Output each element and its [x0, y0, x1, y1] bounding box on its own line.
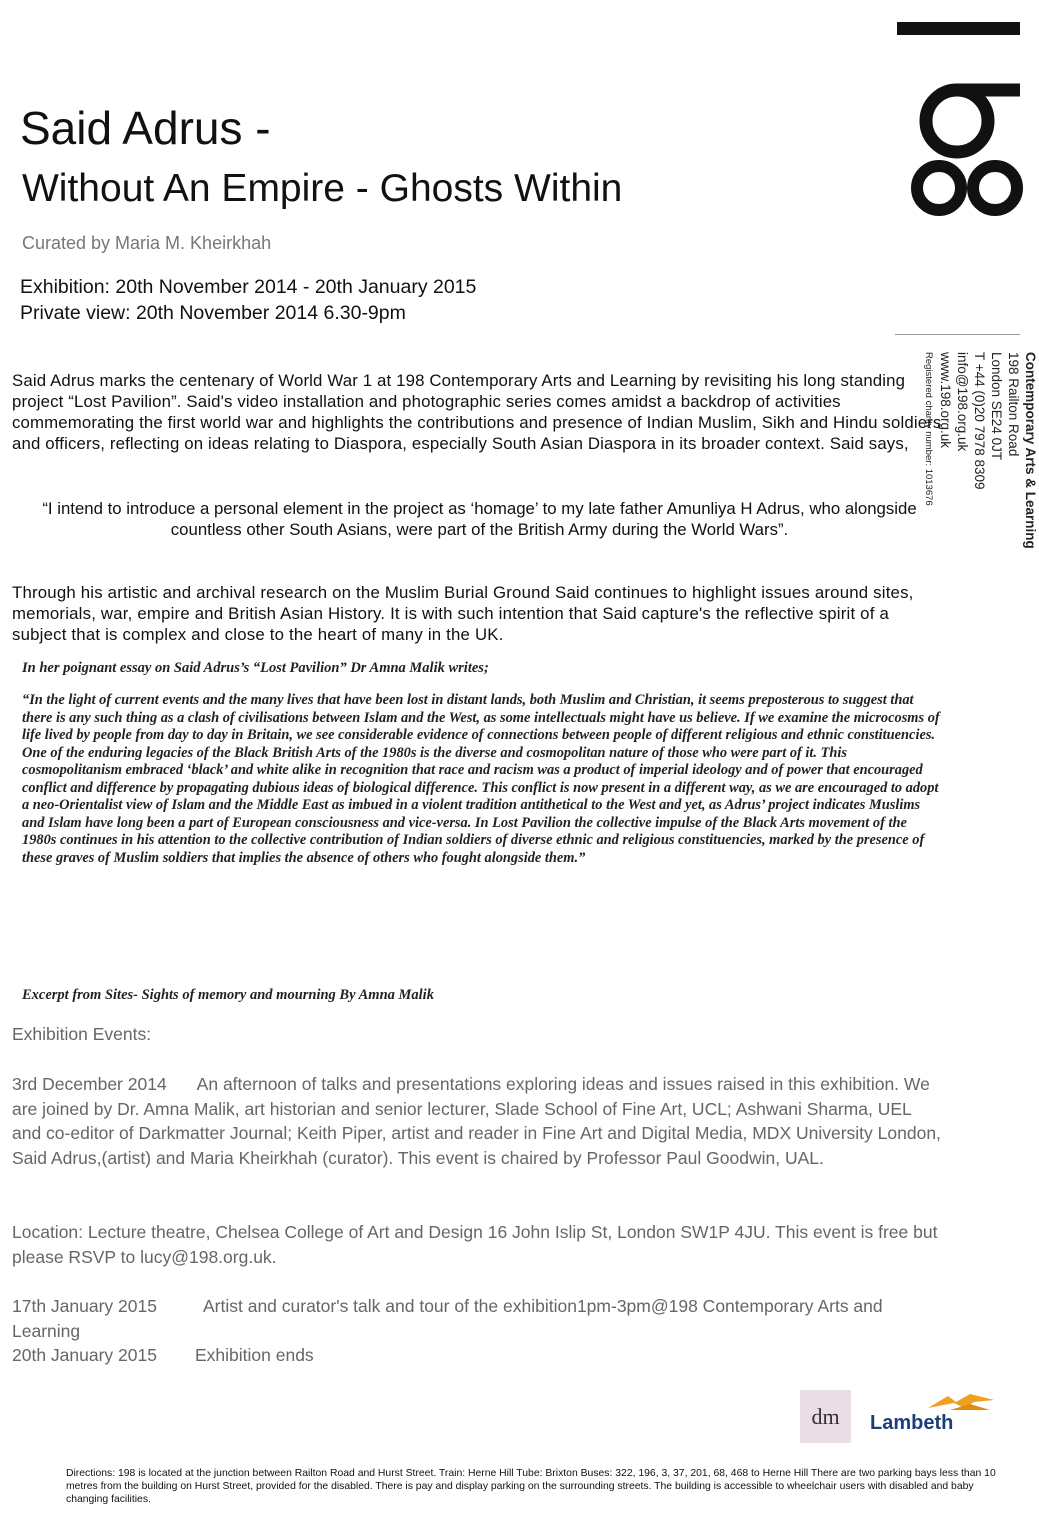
- excerpt-credit: Excerpt from Sites- Sights of memory and mourning By Amna Malik: [22, 987, 434, 1003]
- events-heading: Exhibition Events:: [12, 1024, 152, 1044]
- lambeth-emblem-icon: [866, 1392, 998, 1414]
- event-1: [12, 1072, 942, 1170]
- directions: Directions: 198 is located at the junction between Railton Road and Hurst Street. Train: Herne Hill Tube: Brixton Buses: 322, 196, 3, 37, 201, 68, 468 to Herne Hill There are two parking bays less than 10 metres from the building on Hurst Street, provided for the disabled. There is pay and display parking on the surrounding streets. The building is accessible to wheelchair users with disabled and baby changing facilities.: [66, 1468, 996, 1505]
- event-3: [12, 1343, 942, 1368]
- event-1-text: An afternoon of talks and presentations exploring ideas and issues raised in this exhibition. We are joined by Dr. Amna Malik, art historian and senior lecturer, Slade School of Fine Art, UCL; Ashwani Sharma, UEL and co-editor of Darkmatter Journal; Keith Piper, artist and reader in Fine Art and Digital Media, MDX University London, Said Adrus,(artist) and Maria Kheirkhah (curator). This event is chaired by Professor Paul Goodwin, UAL.: [12, 1074, 941, 1168]
- event-3-date: 20th January 2015: [12, 1345, 157, 1365]
- org-email[interactable]: info@198.org.uk: [955, 352, 970, 452]
- event-2-text: Artist and curator's talk and tour of the exhibition1pm-3pm@198 Contemporary Arts and Learning: [12, 1296, 883, 1341]
- event-location: Location: Lecture theatre, Chelsea College of Art and Design 16 John Islip St, London SW1P 4JU. This event is free but please RSVP to lucy@198.org.uk.: [12, 1222, 938, 1267]
- page-subtitle: Without An Empire - Ghosts Within: [22, 167, 623, 210]
- org-website[interactable]: www.198.org.uk: [938, 352, 953, 449]
- curator-line: Curated by Maria M. Kheirkhah: [22, 233, 272, 253]
- essay-intro: In her poignant essay on Said Adrus’s “Lost Pavilion” Dr Amna Malik writes;: [22, 660, 489, 676]
- org-address-1: 198 Railton Road: [1006, 352, 1021, 457]
- event-1-date: 3rd December 2014: [12, 1074, 167, 1094]
- private-view: Private view: 20th November 2014 6.30-9pm: [20, 302, 406, 324]
- dm-logo-text: dm: [811, 1404, 840, 1429]
- event-2: [12, 1294, 942, 1343]
- 198-logo: [895, 18, 1020, 218]
- lambeth-logo: [866, 1392, 998, 1444]
- exhibition-dates: Exhibition: 20th November 2014 - 20th January 2015: [20, 276, 477, 298]
- research-paragraph: Through his artistic and archival research on the Muslim Burial Ground Said continues to highlight issues around sites, memorials, war, empire and British Asian History. It is with such intention that Said capture's the reflective spirit of a subject that is complex and close to the heart of many in the UK.: [12, 583, 914, 644]
- dm-logo: [800, 1390, 851, 1443]
- org-address-2: London SE24 0JT: [989, 352, 1004, 461]
- lambeth-text: Lambeth: [870, 1412, 954, 1434]
- event-2-date: 17th January 2015: [12, 1296, 157, 1316]
- org-name: Contemporary Arts & Learning: [1023, 352, 1038, 549]
- intro-paragraph: Said Adrus marks the centenary of World War 1 at 198 Contemporary Arts and Learning by revisiting his long standing project “Lost Pavilion”. Said's video installation and photographic series comes amidst a backdrop of activities commemorating the first world war and highlights the contributions and presence of Indian Muslim, Sikh and Hindu soldiers and officers, reflecting on ideas relating to Diaspora, especially South Asian Diaspora in its broader context. Said says,: [12, 371, 942, 453]
- org-phone: T +44 (0)20 7978 8309: [972, 352, 987, 490]
- org-registered: Registered charity number: 1013676: [923, 352, 934, 506]
- logo-divider: [895, 334, 1020, 335]
- event-3-text: Exhibition ends: [194, 1345, 314, 1365]
- page-title: Said Adrus -: [20, 102, 271, 154]
- artist-quote: “I intend to introduce a personal element in the project as ‘homage’ to my late father Amunliya H Adrus, who alongside countless other South Asians, were part of the British Army during the World Wars”.: [42, 499, 917, 539]
- essay-quote: “In the light of current events and the many lives that have been lost in distant lands, both Muslim and Christian, it seems preposterous to suggest that there is any such thing as a clash of civilisations between Islam and the West, as some intellectuals might have us believe. If we examine the microcosms of life lived by people from day to day in Britain, we see considerable evidence of connections between people of different religious and ethnic constituencies. One of the enduring legacies of the Black British Arts of the 1980s is the diverse and cosmopolitan nature of those who were part of it. This cosmopolitanism embraced ‘black’ and white alike in recognition that race and racism was a product of imperial ideology and of power that encouraged conflict and difference by propagating dubious ideas of biological difference. This conflict is now present in a different way, as we are encouraged to adopt a neo-Orientalist view of Islam and the Middle East as imbued in a violent tradition antithetical to the West and yet, as Adrus’ project indicates Muslims and Islam have long been a part of European consciousness and vice-versa. In Lost Pavilion the collective impulse of the Black Arts movement of the 1980s continues in his attention to the collective contribution of Indian soldiers of diverse ethnic and religious constituencies, marked by the presence of these graves of Muslim soldiers that implies the absence of others who fought alongside them.”: [22, 692, 940, 866]
